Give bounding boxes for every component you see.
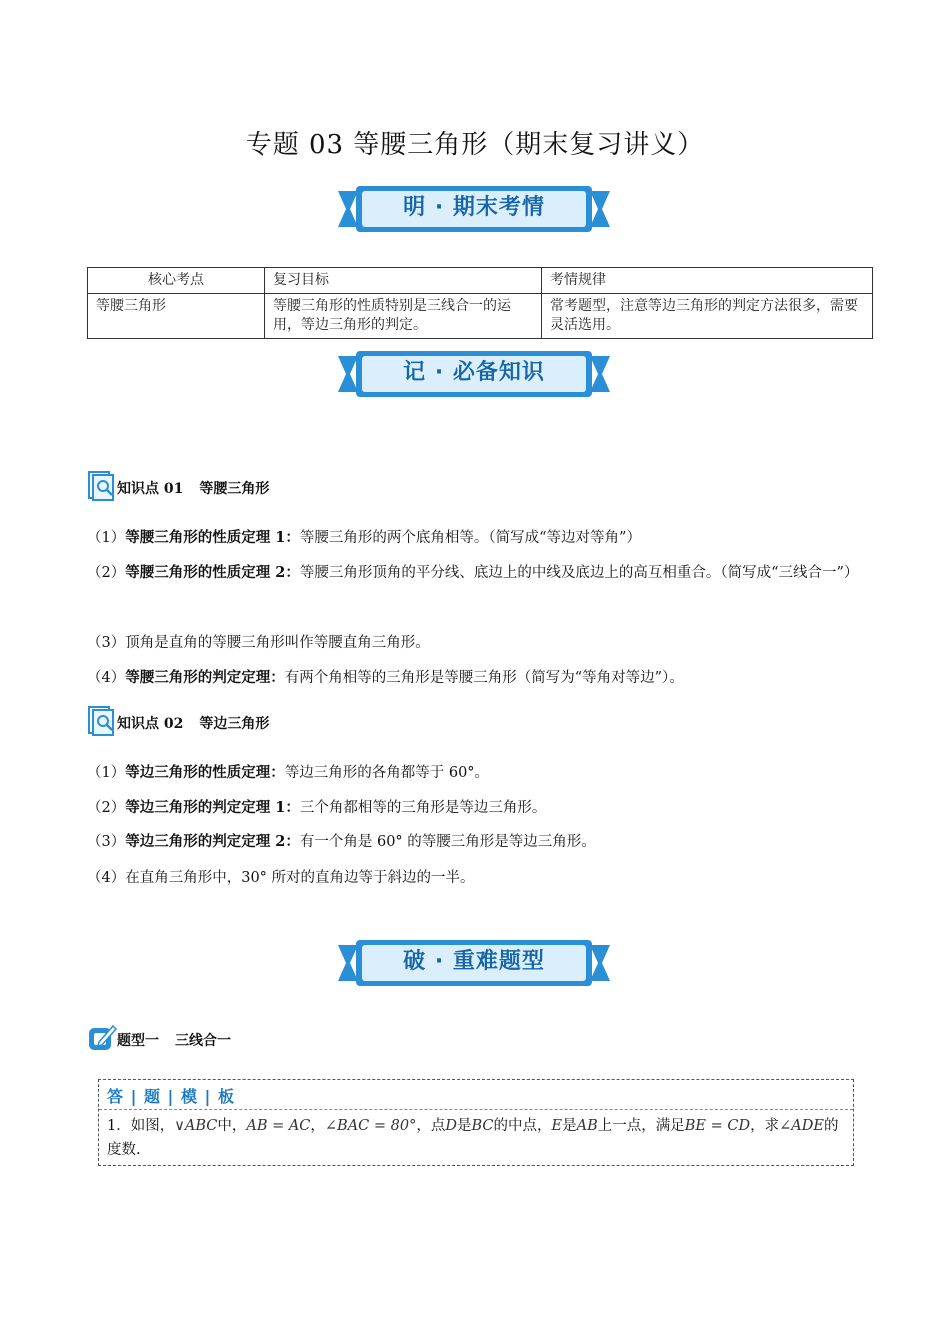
knowledge-point-name: 等边三角形 bbox=[199, 716, 270, 732]
item-number: （1） bbox=[87, 530, 126, 546]
document-search-icon bbox=[87, 705, 117, 737]
section-banner-exam-overview bbox=[338, 183, 610, 235]
kp2-item bbox=[87, 756, 867, 790]
problem-type-name: 三线合一 bbox=[175, 1033, 231, 1049]
question-text: 的中点， bbox=[493, 1118, 552, 1134]
header-exam-pattern: 考情规律 bbox=[542, 268, 873, 294]
kp1-item bbox=[87, 661, 867, 695]
item-text: 等腰三角形的两个底角相等。（简写成“等边对等角”） bbox=[299, 530, 641, 546]
kp2-item bbox=[87, 825, 867, 859]
math-segment-bc: BC bbox=[471, 1118, 494, 1134]
item-text: 顶角是直角的等腰三角形叫作等腰直角三角形。 bbox=[125, 635, 430, 651]
cell-review-goal: 等腰三角形的性质特别是三线合一的运用，等边三角形的判定。 bbox=[265, 294, 542, 339]
header-review-goal: 复习目标 bbox=[265, 268, 542, 294]
math-segment-ab: AB bbox=[576, 1118, 598, 1134]
math-angle-bac: ∠BAC = 80° bbox=[324, 1118, 417, 1134]
question-1 bbox=[107, 1114, 845, 1162]
item-theorem: 等腰三角形的性质定理 2： bbox=[125, 564, 300, 581]
math-point-d: D bbox=[445, 1118, 457, 1134]
kp2-item bbox=[87, 791, 867, 825]
answer-template-header: 答 | 题 | 模 | 板 bbox=[107, 1087, 235, 1106]
item-theorem: 等腰三角形的性质定理 1： bbox=[125, 529, 300, 546]
exam-overview-table bbox=[87, 267, 873, 339]
section-banner-knowledge bbox=[338, 348, 610, 400]
item-text: 有一个角是 60° 的等腰三角形是等边三角形。 bbox=[299, 834, 596, 850]
knowledge-point-label: 知识点 01 bbox=[117, 481, 184, 497]
item-theorem: 等腰三角形的判定定理： bbox=[125, 669, 285, 686]
kp2-item bbox=[87, 861, 867, 895]
question-text: 上一点，满足 bbox=[597, 1118, 685, 1134]
problem-type-1-heading bbox=[87, 1020, 247, 1054]
item-theorem: 等边三角形的判定定理 2： bbox=[125, 833, 300, 850]
item-number: （1） bbox=[87, 765, 126, 781]
math-angle-ade: ∠ADE bbox=[779, 1118, 824, 1134]
item-text: 有两个角相等的三角形是等腰三角形（简写为“等角对等边”）。 bbox=[284, 670, 684, 686]
item-number: （4） bbox=[87, 670, 126, 686]
knowledge-point-title bbox=[117, 478, 285, 498]
problem-type-label: 题型一 bbox=[117, 1033, 159, 1049]
question-text: 的度数. bbox=[107, 1118, 839, 1158]
item-theorem: 等边三角形的性质定理： bbox=[125, 764, 285, 781]
kp1-item bbox=[87, 556, 867, 590]
kp1-item bbox=[87, 626, 867, 660]
question-text: ，求 bbox=[750, 1118, 780, 1134]
section-banner-problem-types bbox=[338, 937, 610, 989]
question-text: 中， bbox=[217, 1118, 247, 1134]
math-triangle-abc: ∨ABC bbox=[174, 1118, 218, 1134]
item-text: 等腰三角形顶角的平分线、底边上的中线及底边上的高互相重合。（简写成“三线合一”） bbox=[299, 565, 859, 581]
math-ab-eq-ac: AB = AC bbox=[246, 1118, 311, 1134]
cell-exam-pattern: 常考题型，注意等边三角形的判定方法很多，需要灵活选用。 bbox=[542, 294, 873, 339]
question-number: 1． bbox=[107, 1118, 131, 1134]
knowledge-point-name: 等腰三角形 bbox=[199, 481, 270, 497]
item-number: （3） bbox=[87, 635, 126, 651]
item-theorem: 等边三角形的判定定理 1： bbox=[125, 799, 300, 816]
banner-title: 明 · 期末考情 bbox=[403, 195, 545, 220]
edit-note-icon bbox=[87, 1022, 117, 1054]
math-point-e: E bbox=[551, 1118, 563, 1134]
item-number: （4） bbox=[87, 870, 126, 886]
question-text: 是 bbox=[457, 1118, 472, 1134]
question-text: 是 bbox=[562, 1118, 577, 1134]
header-core-point: 核心考点 bbox=[88, 268, 265, 294]
knowledge-point-01-heading bbox=[87, 468, 285, 502]
item-number: （2） bbox=[87, 565, 126, 581]
template-divider bbox=[99, 1109, 853, 1110]
banner-title: 记 · 必备知识 bbox=[403, 360, 545, 385]
item-text: 在直角三角形中，30° 所对的直角边等于斜边的一半。 bbox=[125, 870, 475, 886]
kp1-item bbox=[87, 521, 867, 555]
item-number: （3） bbox=[87, 834, 126, 850]
item-text: 三个角都相等的三角形是等边三角形。 bbox=[299, 800, 547, 816]
knowledge-point-02-heading bbox=[87, 703, 285, 737]
banner-title: 破 · 重难题型 bbox=[403, 949, 545, 974]
question-text: ，点 bbox=[416, 1118, 446, 1134]
math-be-eq-cd: BE = CD bbox=[684, 1118, 751, 1134]
question-text: ， bbox=[310, 1118, 325, 1134]
item-text: 等边三角形的各角都等于 60°。 bbox=[284, 765, 490, 781]
problem-type-title bbox=[117, 1030, 247, 1050]
page-title: 专题 03 等腰三角形（期末复习讲义） bbox=[245, 130, 705, 160]
answer-template-box bbox=[98, 1079, 854, 1166]
knowledge-point-title bbox=[117, 713, 285, 733]
table-header-row bbox=[88, 268, 873, 294]
question-text: 如图， bbox=[130, 1118, 175, 1134]
item-number: （2） bbox=[87, 800, 126, 816]
cell-core-point: 等腰三角形 bbox=[88, 294, 265, 339]
table-row bbox=[88, 294, 873, 339]
document-search-icon bbox=[87, 470, 117, 502]
knowledge-point-label: 知识点 02 bbox=[117, 716, 184, 732]
